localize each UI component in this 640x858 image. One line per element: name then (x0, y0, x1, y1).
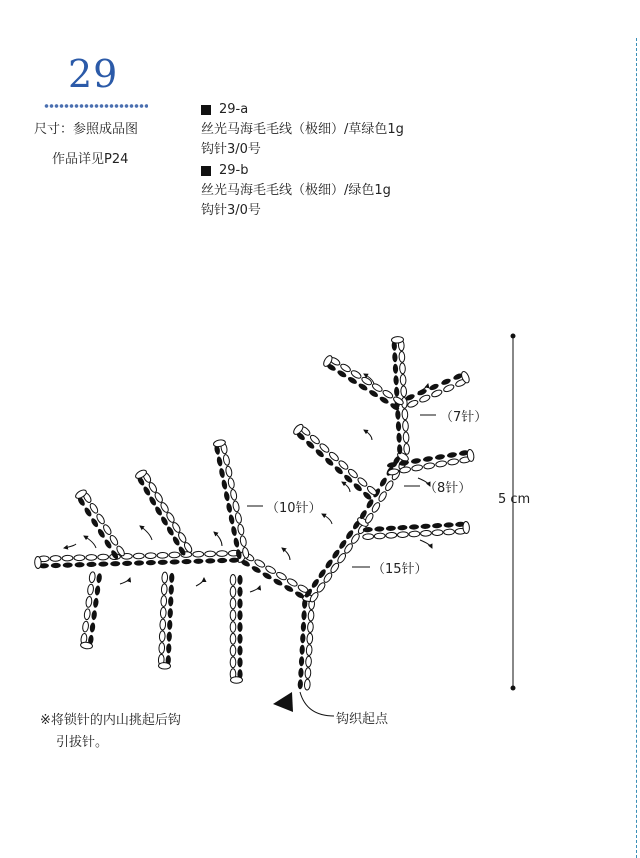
pattern-number: 29 (68, 52, 119, 96)
details-reference: 作品详见P24 (52, 152, 129, 167)
chain-stitch (167, 608, 173, 618)
branch-left-down-2 (158, 572, 174, 669)
chain-stitch (166, 632, 172, 642)
branch-tip (35, 556, 42, 568)
branch-tip (463, 521, 470, 533)
size-label: 尺寸：参照成品图 (34, 122, 139, 137)
slip-stitch (419, 394, 431, 403)
slip-stitch (435, 460, 447, 467)
variant-hook: 钩针3/0号 (201, 142, 261, 157)
count-label-8: （8针） (424, 481, 472, 496)
slip-stitch (133, 553, 144, 559)
chain-stitch (374, 526, 384, 532)
stem (297, 595, 314, 691)
chain-stitch (122, 561, 132, 566)
chain-stitch (166, 643, 172, 653)
main-axis-left (35, 550, 240, 568)
slip-stitch (84, 609, 91, 620)
slip-stitch (423, 462, 435, 469)
chain-stitch (86, 562, 96, 567)
chain-stitch (98, 561, 108, 566)
slip-stitch (230, 633, 236, 644)
chain-stitch (444, 522, 454, 528)
slip-stitch (239, 535, 247, 547)
chain-stitch (94, 585, 100, 596)
slip-stitch (374, 533, 385, 539)
chain-stitch (170, 559, 180, 564)
slip-stitch (85, 596, 92, 607)
count-label-10: （10针） (266, 501, 322, 516)
chain-stitch (299, 645, 305, 655)
slip-stitch (223, 454, 231, 466)
chain-stitch (393, 364, 399, 374)
slip-stitch (160, 607, 166, 618)
height-dimension-line (511, 334, 516, 691)
chain-stitch (226, 502, 233, 513)
slip-stitch (402, 420, 408, 431)
chain-stitch (168, 596, 174, 606)
chain-stitch (237, 610, 242, 620)
direction-arrow (140, 526, 152, 540)
slip-stitch (216, 551, 227, 557)
slip-stitch (62, 555, 73, 561)
chain-stitch (237, 646, 242, 656)
branch-left-down-3 (230, 574, 242, 683)
chain-stitch (169, 573, 175, 583)
direction-arrow (84, 536, 96, 548)
chain-stitch (96, 573, 102, 584)
chain-stitch (63, 562, 73, 567)
slip-stitch (399, 351, 405, 362)
slip-stitch (407, 399, 419, 408)
slip-stitch (161, 596, 167, 607)
chain-stitch (301, 622, 307, 632)
chain-stitch (233, 537, 240, 548)
chain-stitch (146, 560, 156, 565)
slip-stitch (232, 501, 240, 513)
count-label-7: （7针） (440, 410, 488, 425)
note-line-1: ※将锁针的内山挑起后钩 (40, 713, 181, 728)
chain-stitch (221, 479, 228, 490)
chain-stitch (216, 456, 223, 467)
chain-stitch (392, 352, 398, 362)
direction-arrow (282, 548, 290, 560)
start-label: 钩织起点 (336, 712, 389, 727)
slip-stitch (432, 530, 443, 536)
slip-stitch (193, 551, 204, 557)
slip-stitch (159, 643, 165, 654)
slip-stitch (205, 551, 216, 557)
variant-hook: 钩针3/0号 (201, 203, 261, 218)
slip-stitch (308, 610, 314, 621)
start-leader-line (300, 692, 334, 716)
chain-stitch (218, 468, 225, 479)
slip-stitch (386, 532, 397, 538)
direction-arrow (364, 430, 372, 440)
chain-stitch (237, 657, 242, 667)
slip-stitch (237, 524, 245, 536)
slip-stitch (50, 556, 61, 562)
slip-stitch (397, 532, 408, 538)
chain-stitch (386, 525, 396, 531)
chain-stitch (237, 634, 242, 644)
chain-stitch (181, 559, 191, 564)
slip-stitch (230, 645, 236, 656)
chain-stitch (420, 523, 430, 529)
slip-stitch (230, 610, 236, 621)
direction-arrow (214, 532, 222, 546)
chain-stitch (297, 679, 303, 689)
direction-arrow (342, 482, 350, 492)
slip-stitch (409, 531, 420, 537)
chain-stitch (423, 456, 434, 463)
slip-stitch (304, 679, 310, 690)
slip-stitch (89, 572, 96, 583)
chain-stitch (301, 610, 307, 620)
chain-stitch (228, 514, 235, 525)
slip-stitch (157, 552, 168, 558)
chain-stitch (193, 558, 203, 563)
main-axis-top (391, 336, 409, 454)
chain-stitch (298, 668, 304, 678)
slip-stitch (306, 645, 312, 656)
chain-stitch (168, 585, 174, 595)
chain-stitch (393, 375, 399, 385)
chain-stitch (396, 421, 402, 431)
slip-stitch (86, 554, 97, 560)
chain-stitch (409, 524, 419, 530)
slip-stitch (444, 529, 455, 535)
chain-stitch (299, 656, 305, 666)
chain-stitch (397, 525, 407, 531)
branch-tip (158, 662, 170, 669)
chain-stitch (91, 610, 97, 621)
branch-left-up-2 (134, 468, 193, 556)
chain-stitch (134, 560, 144, 565)
branch-tip (231, 677, 243, 683)
height-label: 5 cm (498, 492, 531, 507)
chain-stitch (237, 587, 242, 597)
branch-left-up-3 (213, 439, 250, 560)
branch-left-5 (322, 354, 405, 411)
slip-stitch (82, 621, 89, 632)
slip-stitch (230, 622, 236, 633)
chain-stitch (394, 387, 400, 397)
slip-stitch (230, 586, 236, 597)
chain-stitch (223, 491, 230, 502)
branch-right-1 (363, 521, 470, 539)
slip-stitch (402, 409, 408, 420)
direction-arrow (250, 586, 260, 592)
count-label-15: （15针） (372, 562, 428, 577)
chain-stitch (300, 633, 306, 643)
branch-left-down-1 (80, 572, 102, 650)
note (40, 710, 181, 754)
slip-stitch (160, 619, 166, 630)
slip-stitch (230, 489, 238, 501)
chain-stitch (237, 575, 242, 585)
chain-stitch (110, 561, 120, 566)
slip-stitch (307, 622, 313, 633)
branch-left-4 (292, 423, 378, 501)
chain-stitch (89, 622, 95, 633)
chain-stitch (237, 598, 242, 608)
chain-stitch (75, 562, 85, 567)
note-line-2: 引拔针。 (56, 735, 109, 750)
slip-stitch (235, 512, 243, 524)
slip-stitch (230, 598, 236, 609)
slip-stitch (305, 656, 311, 667)
direction-arrow (64, 544, 76, 548)
chain-stitch (432, 523, 442, 529)
direction-arrow (322, 514, 332, 524)
slip-stitch (443, 384, 455, 393)
branch-right-3 (404, 370, 470, 408)
stitch-layer (35, 336, 475, 690)
chain-stitch (158, 560, 168, 565)
slip-stitch (161, 584, 167, 595)
slip-stitch (98, 554, 109, 560)
start-triangle-icon (273, 692, 293, 712)
direction-arrow (420, 540, 432, 548)
slip-stitch (230, 574, 236, 585)
slip-stitch (145, 553, 156, 559)
main-axis-mid (303, 516, 369, 603)
slip-stitch (307, 633, 313, 644)
slip-stitch (400, 374, 406, 385)
direction-arrow (196, 578, 204, 586)
chain-stitch (230, 526, 237, 537)
slip-stitch (74, 555, 85, 561)
chain-stitch (435, 454, 446, 461)
chain-stitch (237, 622, 242, 632)
slip-stitch (399, 363, 405, 374)
slip-stitch (87, 584, 94, 595)
direction-arrow (120, 578, 130, 584)
slip-stitch (411, 464, 423, 471)
slip-stitch (305, 668, 311, 679)
chain-stitch (411, 458, 422, 465)
slip-stitch (159, 631, 165, 642)
slip-stitch (403, 432, 409, 443)
slip-stitch (401, 386, 407, 397)
variant-code: 29-b (219, 163, 249, 178)
chain-stitch (205, 558, 215, 563)
slip-stitch (230, 657, 236, 668)
chain-stitch (167, 620, 173, 630)
chain-stitch (217, 558, 227, 563)
chain-stitch (447, 452, 458, 459)
slip-stitch (431, 389, 443, 398)
slip-stitch (420, 530, 431, 536)
variant-yarn: 丝光马海毛毛线（极细）/绿色1g (201, 183, 391, 198)
chain-stitch (93, 598, 99, 609)
slip-stitch (227, 477, 235, 489)
chain-stitch (396, 433, 402, 443)
branch-left-up-1 (74, 488, 126, 560)
variant-yarn: 丝光马海毛毛线（极细）/草绿色1g (201, 122, 404, 137)
variant-code: 29-a (219, 102, 249, 117)
slip-stitch (225, 466, 233, 478)
branch-tip (391, 336, 403, 343)
slip-stitch (169, 552, 180, 558)
chain-stitch (395, 410, 401, 420)
slip-stitch (447, 458, 459, 465)
slip-stitch (404, 443, 410, 454)
chain-stitch (51, 563, 61, 568)
slip-stitch (162, 572, 168, 583)
slip-stitch (363, 534, 374, 540)
